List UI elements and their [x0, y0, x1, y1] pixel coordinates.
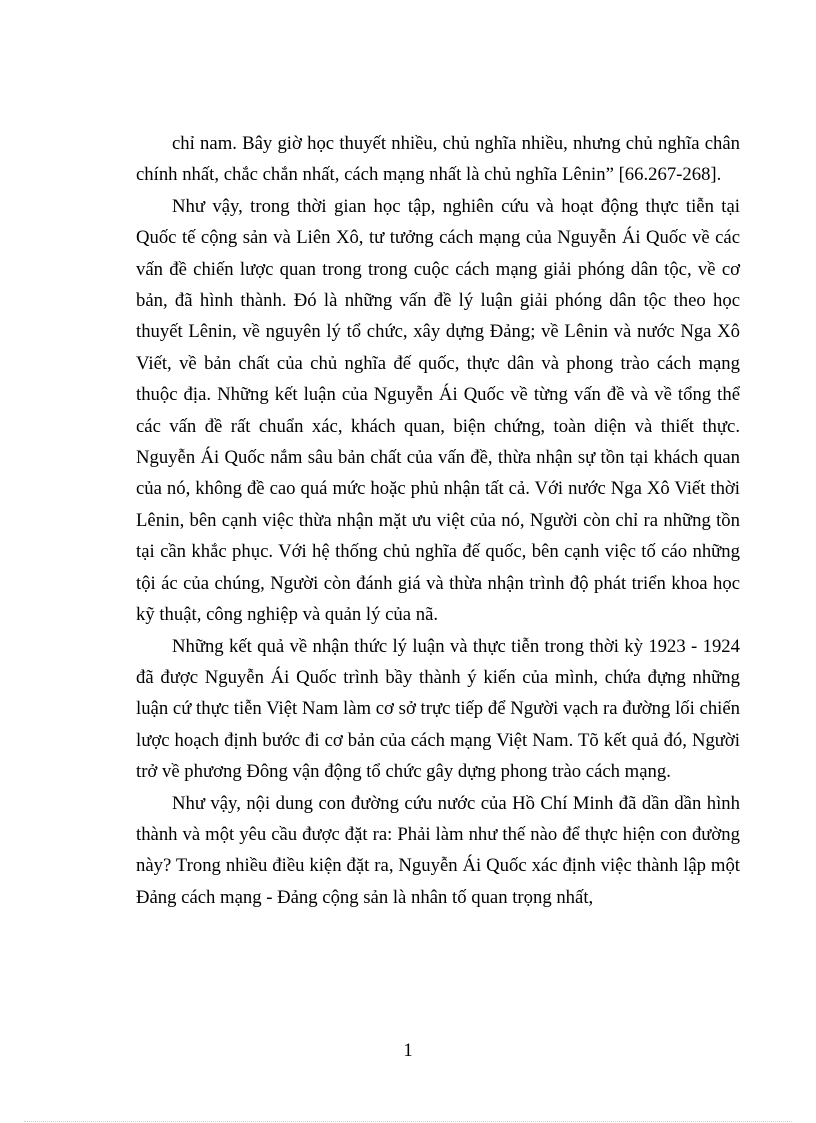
paragraph: Như vậy, nội dung con đường cứu nước của Hồ Chí Minh đã dần dần hình thành và một yêu cầu được đặt ra: Phải làm như thế nào để thực hiện con đường này? Trong nhiều điều kiện đặt ra, Nguyễn Ái Quốc xác định việc thành lập một Đảng cách mạng - Đảng cộng sản là nhân tố quan trọng nhất,: [136, 792, 740, 908]
paragraph: chỉ nam. Bây giờ học thuyết nhiều, chủ nghĩa nhiều, nhưng chủ nghĩa chân chính nhất, chắc chắn nhất, cách mạng nhất là chủ nghĩa Lênin” [66.267-268].: [136, 133, 740, 186]
page-number: 1: [403, 1040, 413, 1061]
page-bottom-divider: [24, 1121, 792, 1122]
body-text: [136, 128, 740, 913]
paragraph: Như vậy, trong thời gian học tập, nghiên cứu và hoạt động thực tiễn tại Quốc tế cộng sản và Liên Xô, tư tưởng cách mạng của Nguyễn Ái Quốc về các vấn đề chiến lược quan trong trong cuộc cách mạng giải phóng dân tộc, về cơ bản, đã hình thành. Đó là những vấn đề lý luận giải phóng dân tộc theo học thuyết Lênin, về nguyên lý tổ chức, xây dựng Đảng; về Lênin và nước Nga Xô Viết, về bản chất của chủ nghĩa đế quốc, thực dân và phong trào cách mạng thuộc địa. Những kết luận của Nguyễn Ái Quốc về từng vấn đề và về tổng thể các vấn đề rất chuẩn xác, khách quan, biện chứng, toàn diện và thiết thực. Nguyễn Ái Quốc nắm sâu bản chất của vấn đề, thừa nhận sự tồn tại khách quan của nó, không đề cao quá mức hoặc phủ nhận tất cả. Với nước Nga Xô Viết thời Lênin, bên cạnh việc thừa nhận mặt ưu việt của nó, Người còn chỉ ra những tồn tại cần khắc phục. Với hệ thống chủ nghĩa đế quốc, bên cạnh việc tố cáo những tội ác của chúng, Người còn đánh giá và thừa nhận trình độ phát triển khoa học kỹ thuật, công nghiệp và quản lý của nã.: [136, 195, 740, 626]
paragraph: Những kết quả về nhận thức lý luận và thực tiễn trong thời kỳ 1923 - 1924 đã được Nguyễn Ái Quốc trình bầy thành ý kiến của mình, chứa đựng những luận cứ thực tiễn Việt Nam làm cơ sở trực tiếp để Người vạch ra đường lối chiến lược hoạch định bước đi cơ bản của cách mạng Việt Nam. Tõ kết quả đó, Người trở về phương Đông vận động tổ chức gây dựng phong trào cách mạng.: [136, 635, 740, 783]
